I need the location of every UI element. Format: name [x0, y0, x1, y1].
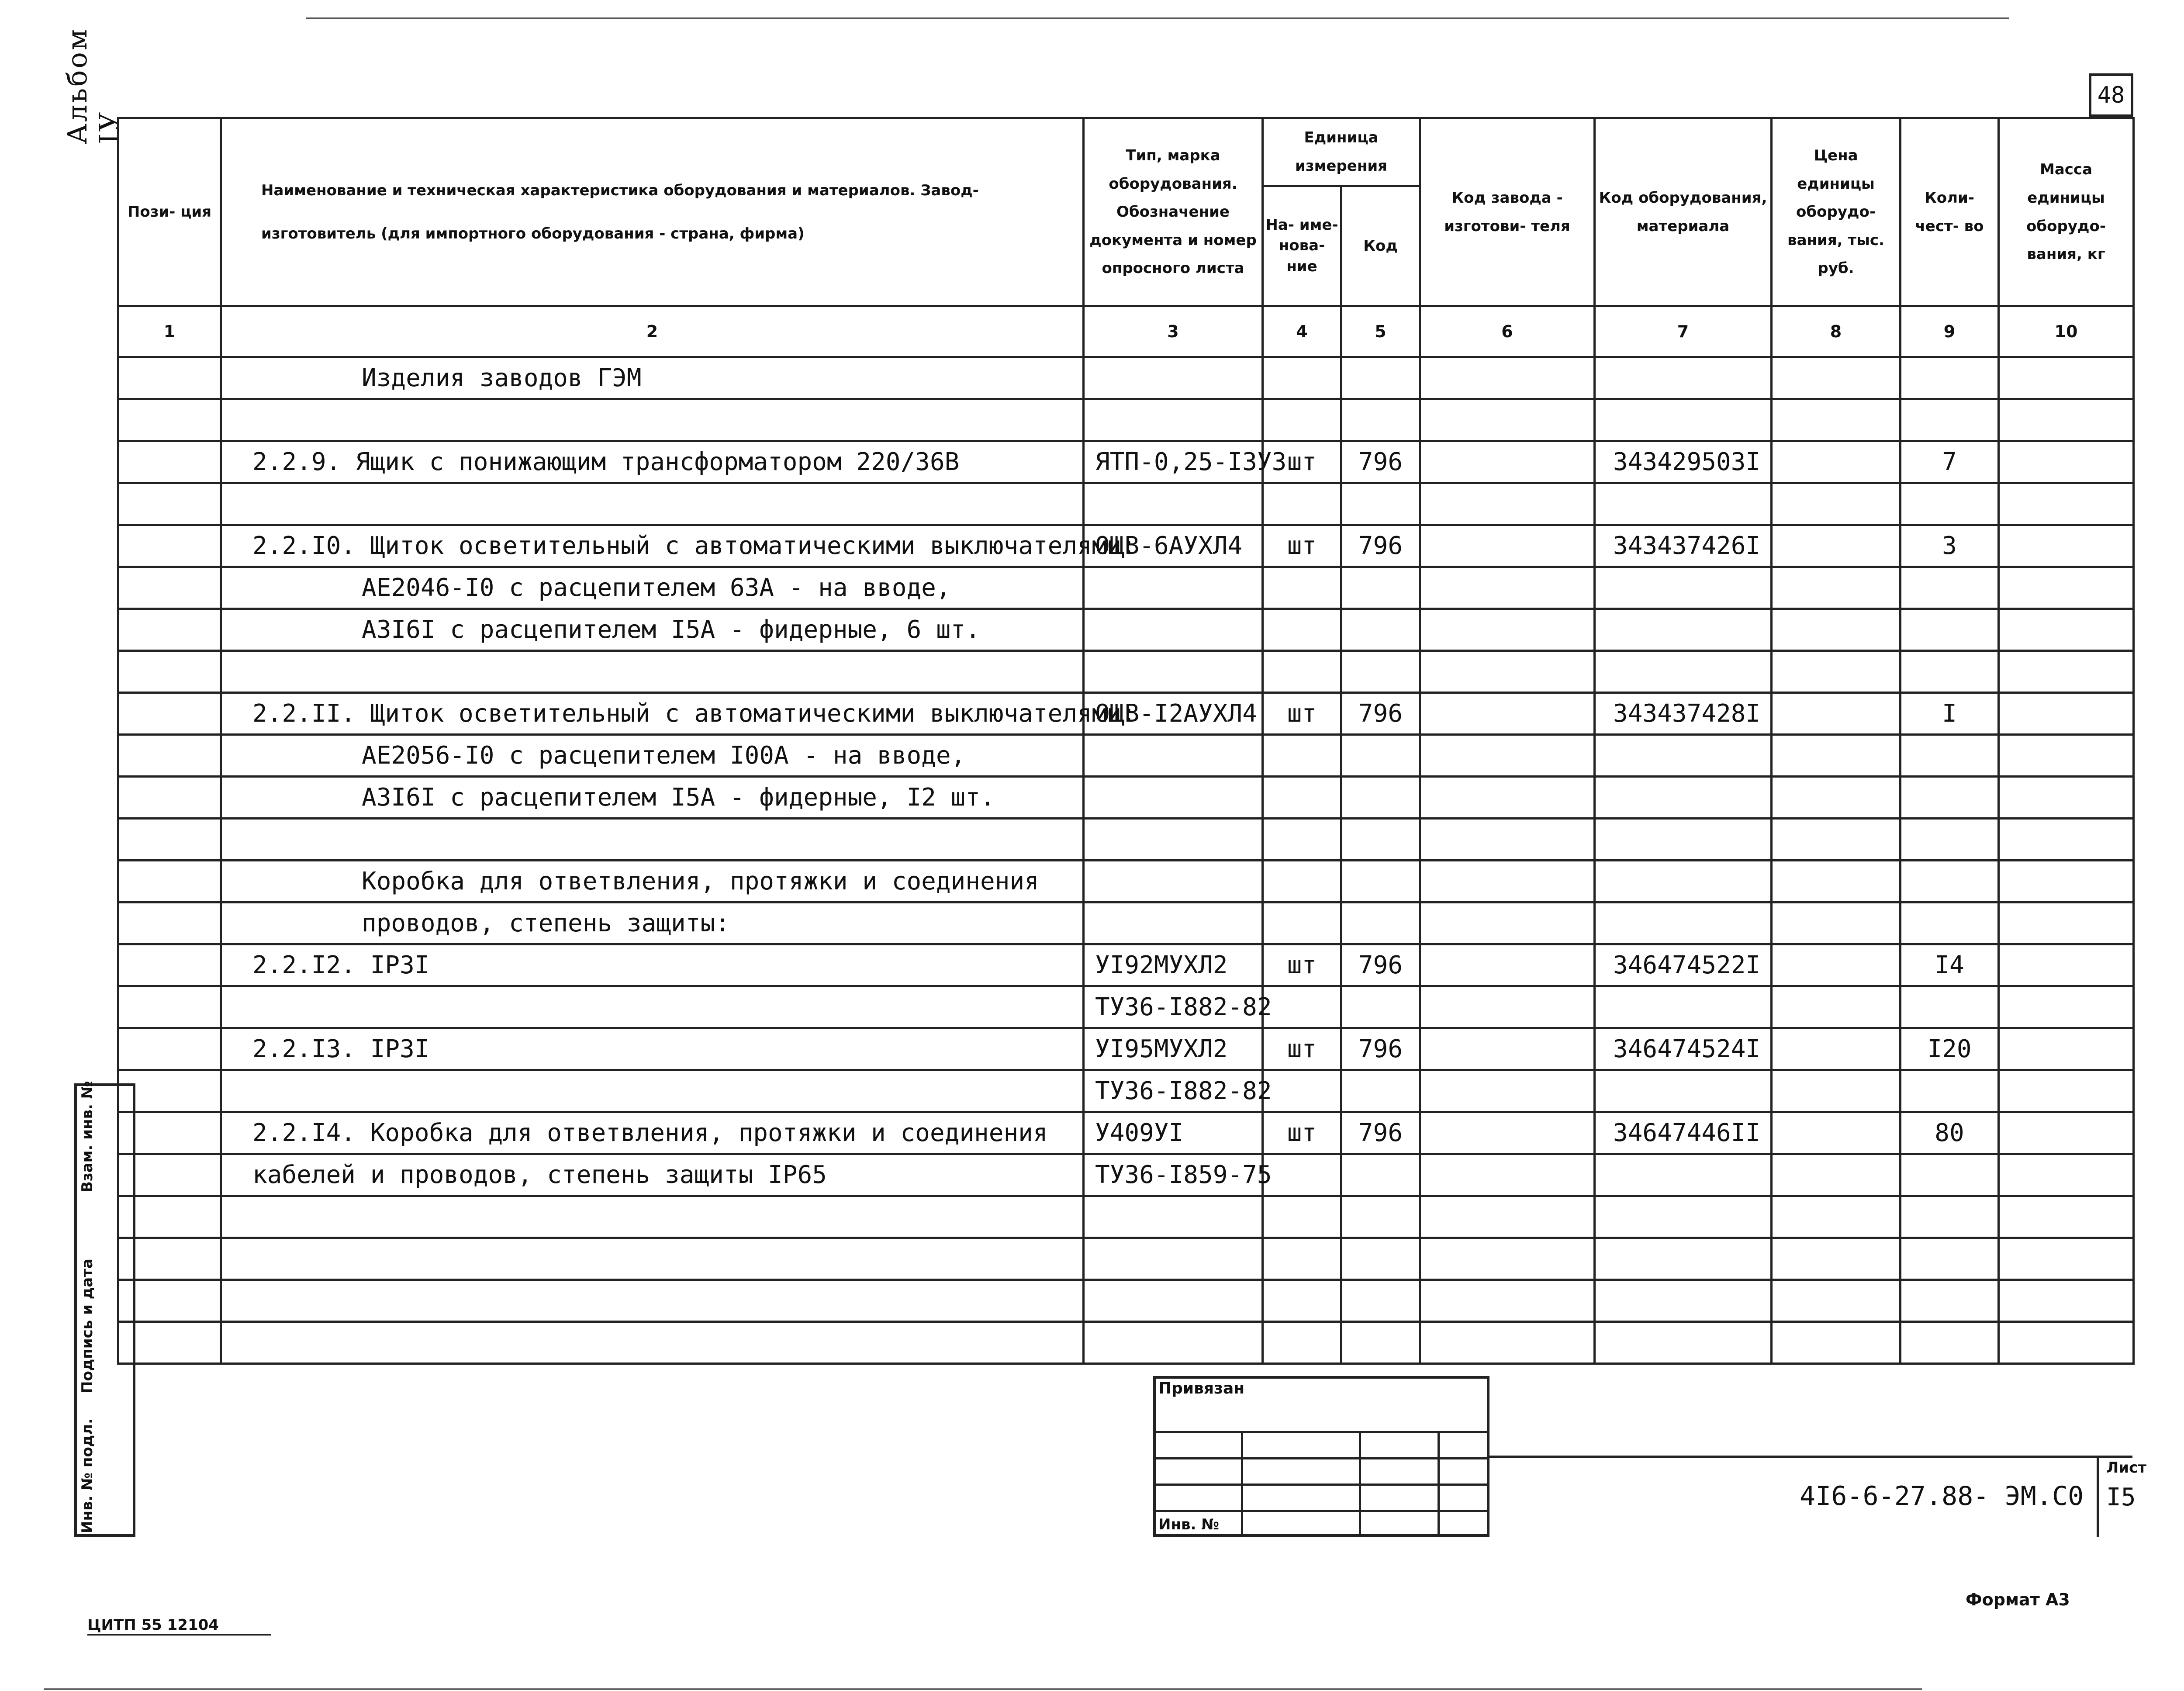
quantity-cell [1901, 1280, 1999, 1322]
unit-code-cell [1341, 1154, 1420, 1196]
quantity-cell: I20 [1901, 1028, 1999, 1070]
item-name-cell [221, 483, 1084, 525]
type-cell [1084, 567, 1263, 609]
table-row [118, 441, 2134, 483]
material-code-cell [1595, 861, 1772, 903]
price-cell [1772, 567, 1901, 609]
unit-name-cell [1263, 735, 1341, 777]
material-code-cell [1595, 777, 1772, 819]
position-cell [118, 1028, 221, 1070]
factory-code-cell [1420, 483, 1595, 525]
price-cell [1772, 441, 1901, 483]
mass-cell [1999, 483, 2134, 525]
material-code-cell: 343429503I [1595, 441, 1772, 483]
table-row [118, 567, 2134, 609]
mass-cell [1999, 399, 2134, 441]
table-row [118, 651, 2134, 693]
item-name-cell: АЕ2046-I0 с расцепителем 63А - на вводе, [221, 567, 1084, 609]
type-cell: У409УI [1084, 1112, 1263, 1154]
item-name-cell: проводов, степень защиты: [221, 903, 1084, 944]
position-cell [118, 357, 221, 399]
type-cell [1084, 903, 1263, 944]
factory-code-cell [1420, 819, 1595, 861]
unit-code-cell [1341, 1280, 1420, 1322]
material-code-cell: 346474522I [1595, 944, 1772, 986]
unit-code-cell [1341, 567, 1420, 609]
factory-code-cell [1420, 567, 1595, 609]
type-cell [1084, 1322, 1263, 1364]
quantity-cell [1901, 609, 1999, 651]
document-code: 4I6-6-27.88- ЭМ.С0 [1800, 1481, 2084, 1511]
table-row [118, 399, 2134, 441]
position-cell [118, 525, 221, 567]
mass-cell [1999, 1196, 2134, 1238]
column-number: 5 [1341, 306, 1420, 357]
unit-code-cell [1341, 1238, 1420, 1280]
type-cell [1084, 483, 1263, 525]
type-cell [1084, 777, 1263, 819]
position-cell [118, 483, 221, 525]
factory-code-cell [1420, 735, 1595, 777]
mass-cell [1999, 903, 2134, 944]
type-cell: УI92МУХЛ2 [1084, 944, 1263, 986]
position-cell [118, 819, 221, 861]
factory-code-cell [1420, 1070, 1595, 1112]
quantity-cell [1901, 357, 1999, 399]
table-row [118, 1280, 2134, 1322]
table-row [118, 777, 2134, 819]
item-name-cell: кабелей и проводов, степень защиты IР65 [221, 1154, 1084, 1196]
unit-code-cell: 796 [1341, 693, 1420, 735]
column-number-row [118, 306, 2134, 357]
quantity-cell: 3 [1901, 525, 1999, 567]
price-cell [1772, 651, 1901, 693]
type-cell: УI95МУХЛ2 [1084, 1028, 1263, 1070]
mass-cell [1999, 357, 2134, 399]
item-name-cell [221, 651, 1084, 693]
sheet-label: Лист [2106, 1459, 2146, 1477]
inventory-label: Инв. № [1158, 1516, 1220, 1533]
mass-cell [1999, 944, 2134, 986]
item-name-cell [221, 1280, 1084, 1322]
unit-code-cell [1341, 483, 1420, 525]
table-row [118, 1322, 2134, 1364]
quantity-cell [1901, 399, 1999, 441]
type-cell [1084, 609, 1263, 651]
unit-code-cell [1341, 1070, 1420, 1112]
material-code-cell [1595, 399, 1772, 441]
quantity-cell [1901, 735, 1999, 777]
item-name-cell: А3I6I с расцепителем I5А - фидерные, 6 шт. [221, 609, 1084, 651]
unit-name-cell [1263, 1280, 1341, 1322]
mass-cell [1999, 986, 2134, 1028]
price-cell [1772, 483, 1901, 525]
price-cell [1772, 819, 1901, 861]
item-name-cell [221, 986, 1084, 1028]
mass-cell [1999, 441, 2134, 483]
factory-code-cell [1420, 399, 1595, 441]
factory-code-cell [1420, 903, 1595, 944]
material-code-cell: 343437426I [1595, 525, 1772, 567]
unit-name-cell [1263, 903, 1341, 944]
position-cell [118, 399, 221, 441]
attach-block [1153, 1376, 1489, 1537]
unit-code-cell [1341, 777, 1420, 819]
quantity-cell [1901, 903, 1999, 944]
item-name-cell: 2.2.I2. IР3I [221, 944, 1084, 986]
price-cell [1772, 1238, 1901, 1280]
header-mass: Масса единицы оборудо- вания, кг [1999, 118, 2134, 306]
price-cell [1772, 1070, 1901, 1112]
table-row [118, 819, 2134, 861]
header-unit-group: Единица измерения [1263, 118, 1420, 186]
unit-code-cell [1341, 1196, 1420, 1238]
mass-cell [1999, 693, 2134, 735]
type-cell: ОЩВ-I2АУХЛ4 [1084, 693, 1263, 735]
header-type: Тип, марка оборудования. Обозначение документа и номер опросного листа [1084, 118, 1263, 306]
column-number: 2 [221, 306, 1084, 357]
sheet-corner-number: 48 [2089, 73, 2133, 117]
mass-cell [1999, 1238, 2134, 1280]
material-code-cell [1595, 1154, 1772, 1196]
header-price: Цена единицы оборудо- вания, тыс. руб. [1772, 118, 1901, 306]
unit-code-cell [1341, 903, 1420, 944]
column-number: 1 [118, 306, 221, 357]
quantity-cell [1901, 483, 1999, 525]
unit-name-cell: шт [1263, 944, 1341, 986]
table-row [118, 903, 2134, 944]
unit-code-cell: 796 [1341, 1112, 1420, 1154]
column-number: 3 [1084, 306, 1263, 357]
column-number: 7 [1595, 306, 1772, 357]
unit-code-cell [1341, 357, 1420, 399]
unit-name-cell: шт [1263, 441, 1341, 483]
price-cell [1772, 609, 1901, 651]
unit-name-cell [1263, 1238, 1341, 1280]
unit-name-cell [1263, 819, 1341, 861]
price-cell [1772, 986, 1901, 1028]
specification-table [117, 117, 2135, 1365]
header-name: Наименование и техническая характеристика оборудования и материалов. Завод-изготовитель (для импортного оборудования - страна, фирма) [221, 118, 1084, 306]
table-row [118, 1112, 2134, 1154]
material-code-cell [1595, 986, 1772, 1028]
item-name-cell [221, 819, 1084, 861]
type-cell: ТУ36-I882-82 [1084, 986, 1263, 1028]
price-cell [1772, 735, 1901, 777]
unit-code-cell: 796 [1341, 441, 1420, 483]
item-name-cell: Коробка для ответвления, протяжки и соединения [221, 861, 1084, 903]
unit-name-cell [1263, 986, 1341, 1028]
column-number: 4 [1263, 306, 1341, 357]
type-cell [1084, 819, 1263, 861]
unit-code-cell [1341, 735, 1420, 777]
unit-name-cell: шт [1263, 1028, 1341, 1070]
unit-name-cell: шт [1263, 693, 1341, 735]
material-code-cell [1595, 1070, 1772, 1112]
position-cell [118, 651, 221, 693]
type-cell [1084, 399, 1263, 441]
unit-name-cell [1263, 483, 1341, 525]
type-cell: ЯТП-0,25-I3У3 [1084, 441, 1263, 483]
mass-cell [1999, 525, 2134, 567]
type-cell [1084, 1196, 1263, 1238]
position-cell [118, 441, 221, 483]
quantity-cell [1901, 777, 1999, 819]
side-label-inv: Инв. № подл. [79, 1418, 96, 1533]
unit-name-cell: шт [1263, 1112, 1341, 1154]
factory-code-cell [1420, 441, 1595, 483]
position-cell [118, 986, 221, 1028]
item-name-cell [221, 1070, 1084, 1112]
quantity-cell [1901, 819, 1999, 861]
unit-code-cell [1341, 861, 1420, 903]
unit-code-cell [1341, 651, 1420, 693]
item-name-cell [221, 1238, 1084, 1280]
material-code-cell [1595, 1196, 1772, 1238]
material-code-cell [1595, 903, 1772, 944]
material-code-cell [1595, 483, 1772, 525]
side-label-vzam: Взам. инв. № [79, 1081, 96, 1193]
unit-code-cell: 796 [1341, 1028, 1420, 1070]
mass-cell [1999, 1154, 2134, 1196]
unit-name-cell [1263, 651, 1341, 693]
quantity-cell [1901, 1238, 1999, 1280]
bottom-rule [44, 1688, 1922, 1690]
position-cell [118, 567, 221, 609]
position-cell [118, 735, 221, 777]
unit-code-cell [1341, 609, 1420, 651]
quantity-cell [1901, 651, 1999, 693]
item-name-cell [221, 1322, 1084, 1364]
position-cell [118, 944, 221, 986]
item-name-cell: 2.2.9. Ящик с понижающим трансформатором 220/36В [221, 441, 1084, 483]
table-row [118, 609, 2134, 651]
quantity-cell [1901, 1196, 1999, 1238]
factory-code-cell [1420, 693, 1595, 735]
factory-code-cell [1420, 986, 1595, 1028]
table-row [118, 693, 2134, 735]
mass-cell [1999, 1028, 2134, 1070]
factory-code-cell [1420, 861, 1595, 903]
quantity-cell [1901, 1322, 1999, 1364]
unit-name-cell [1263, 1070, 1341, 1112]
price-cell [1772, 944, 1901, 986]
unit-name-cell [1263, 1322, 1341, 1364]
quantity-cell [1901, 861, 1999, 903]
mass-cell [1999, 777, 2134, 819]
header-material-code: Код оборудования, материала [1595, 118, 1772, 306]
item-name-cell: А3I6I с расцепителем I5А - фидерные, I2 шт. [221, 777, 1084, 819]
unit-name-cell [1263, 399, 1341, 441]
factory-code-cell [1420, 1238, 1595, 1280]
table-row [118, 1154, 2134, 1196]
factory-code-cell [1420, 651, 1595, 693]
price-cell [1772, 399, 1901, 441]
position-cell [118, 609, 221, 651]
table-row [118, 1028, 2134, 1070]
header-unit-code: Код [1341, 186, 1420, 306]
item-name-cell [221, 399, 1084, 441]
mass-cell [1999, 651, 2134, 693]
table-row [118, 1238, 2134, 1280]
mass-cell [1999, 609, 2134, 651]
material-code-cell: 34647446II [1595, 1112, 1772, 1154]
attach-title: Привязан [1158, 1380, 1245, 1397]
type-cell [1084, 735, 1263, 777]
table-row [118, 1070, 2134, 1112]
type-cell: ТУ36-I882-82 [1084, 1070, 1263, 1112]
column-number: 8 [1772, 306, 1901, 357]
factory-code-cell [1420, 357, 1595, 399]
factory-code-cell [1420, 1196, 1595, 1238]
price-cell [1772, 1322, 1901, 1364]
header-unit-name: На- име- нова- ние [1263, 186, 1341, 306]
mass-cell [1999, 861, 2134, 903]
material-code-cell [1595, 819, 1772, 861]
price-cell [1772, 1112, 1901, 1154]
material-code-cell [1595, 1238, 1772, 1280]
position-cell [118, 777, 221, 819]
album-label: Альбом IУ [61, 28, 125, 144]
price-cell [1772, 525, 1901, 567]
quantity-cell [1901, 986, 1999, 1028]
mass-cell [1999, 1280, 2134, 1322]
table-row [118, 483, 2134, 525]
quantity-cell [1901, 567, 1999, 609]
position-cell [118, 861, 221, 903]
mass-cell [1999, 1322, 2134, 1364]
material-code-cell [1595, 357, 1772, 399]
mass-cell [1999, 567, 2134, 609]
table-row [118, 357, 2134, 399]
item-name-cell: 2.2.I3. IР3I [221, 1028, 1084, 1070]
table-row [118, 735, 2134, 777]
unit-code-cell: 796 [1341, 525, 1420, 567]
mass-cell [1999, 1112, 2134, 1154]
material-code-cell [1595, 1322, 1772, 1364]
quantity-cell: I4 [1901, 944, 1999, 986]
factory-code-cell [1420, 944, 1595, 986]
type-cell [1084, 357, 1263, 399]
material-code-cell [1595, 609, 1772, 651]
unit-code-cell: 796 [1341, 944, 1420, 986]
unit-name-cell: шт [1263, 525, 1341, 567]
unit-name-cell [1263, 357, 1341, 399]
item-name-cell [221, 1196, 1084, 1238]
header-quantity: Коли- чест- во [1901, 118, 1999, 306]
price-cell [1772, 1280, 1901, 1322]
mass-cell [1999, 1070, 2134, 1112]
unit-name-cell [1263, 567, 1341, 609]
format-label: Формат А3 [1966, 1590, 2070, 1609]
unit-name-cell [1263, 861, 1341, 903]
price-cell [1772, 1028, 1901, 1070]
header-factory-code: Код завода - изготови- теля [1420, 118, 1595, 306]
table-row [118, 525, 2134, 567]
quantity-cell: 80 [1901, 1112, 1999, 1154]
unit-name-cell [1263, 1196, 1341, 1238]
table-row [118, 944, 2134, 986]
item-name-cell: 2.2.II. Щиток осветительный с автоматическими выключателями: [221, 693, 1084, 735]
item-name-cell: 2.2.I4. Коробка для ответвления, протяжки и соединения [221, 1112, 1084, 1154]
position-cell [118, 903, 221, 944]
price-cell [1772, 777, 1901, 819]
price-cell [1772, 903, 1901, 944]
type-cell: ТУ36-I859-75 [1084, 1154, 1263, 1196]
material-code-cell [1595, 567, 1772, 609]
column-number: 6 [1420, 306, 1595, 357]
unit-code-cell [1341, 986, 1420, 1028]
material-code-cell: 343437428I [1595, 693, 1772, 735]
top-rule [306, 17, 2009, 19]
type-cell [1084, 651, 1263, 693]
quantity-cell [1901, 1154, 1999, 1196]
unit-code-cell [1341, 399, 1420, 441]
price-cell [1772, 1196, 1901, 1238]
unit-code-cell [1341, 1322, 1420, 1364]
column-number: 10 [1999, 306, 2134, 357]
material-code-cell [1595, 1280, 1772, 1322]
table-row [118, 1196, 2134, 1238]
factory-code-cell [1420, 1154, 1595, 1196]
price-cell [1772, 861, 1901, 903]
print-stamp: ЦИТП 55 12104 [87, 1616, 271, 1636]
sheet-value: I5 [2106, 1483, 2136, 1511]
price-cell [1772, 693, 1901, 735]
quantity-cell: 7 [1901, 441, 1999, 483]
factory-code-cell [1420, 777, 1595, 819]
side-label-podpis: Подпись и дата [79, 1259, 96, 1394]
header-position: Пози- ция [118, 118, 221, 306]
unit-code-cell [1341, 819, 1420, 861]
table-row [118, 861, 2134, 903]
item-name-cell: Изделия заводов ГЭМ [221, 357, 1084, 399]
table-body [118, 357, 2134, 1364]
unit-name-cell [1263, 1154, 1341, 1196]
price-cell [1772, 357, 1901, 399]
unit-name-cell [1263, 777, 1341, 819]
factory-code-cell [1420, 1112, 1595, 1154]
factory-code-cell [1420, 1322, 1595, 1364]
unit-name-cell [1263, 609, 1341, 651]
price-cell [1772, 1154, 1901, 1196]
factory-code-cell [1420, 1028, 1595, 1070]
factory-code-cell [1420, 609, 1595, 651]
type-cell: ОЩВ-6АУХЛ4 [1084, 525, 1263, 567]
item-name-cell: 2.2.I0. Щиток осветительный с автоматическими выключателями: [221, 525, 1084, 567]
table-row [118, 986, 2134, 1028]
type-cell [1084, 1280, 1263, 1322]
factory-code-cell [1420, 525, 1595, 567]
quantity-cell: I [1901, 693, 1999, 735]
quantity-cell [1901, 1070, 1999, 1112]
mass-cell [1999, 735, 2134, 777]
material-code-cell: 346474524I [1595, 1028, 1772, 1070]
factory-code-cell [1420, 1280, 1595, 1322]
material-code-cell [1595, 651, 1772, 693]
item-name-cell: АЕ2056-I0 с расцепителем I00А - на вводе, [221, 735, 1084, 777]
mass-cell [1999, 819, 2134, 861]
material-code-cell [1595, 735, 1772, 777]
type-cell [1084, 861, 1263, 903]
type-cell [1084, 1238, 1263, 1280]
column-number: 9 [1901, 306, 1999, 357]
position-cell [118, 693, 221, 735]
